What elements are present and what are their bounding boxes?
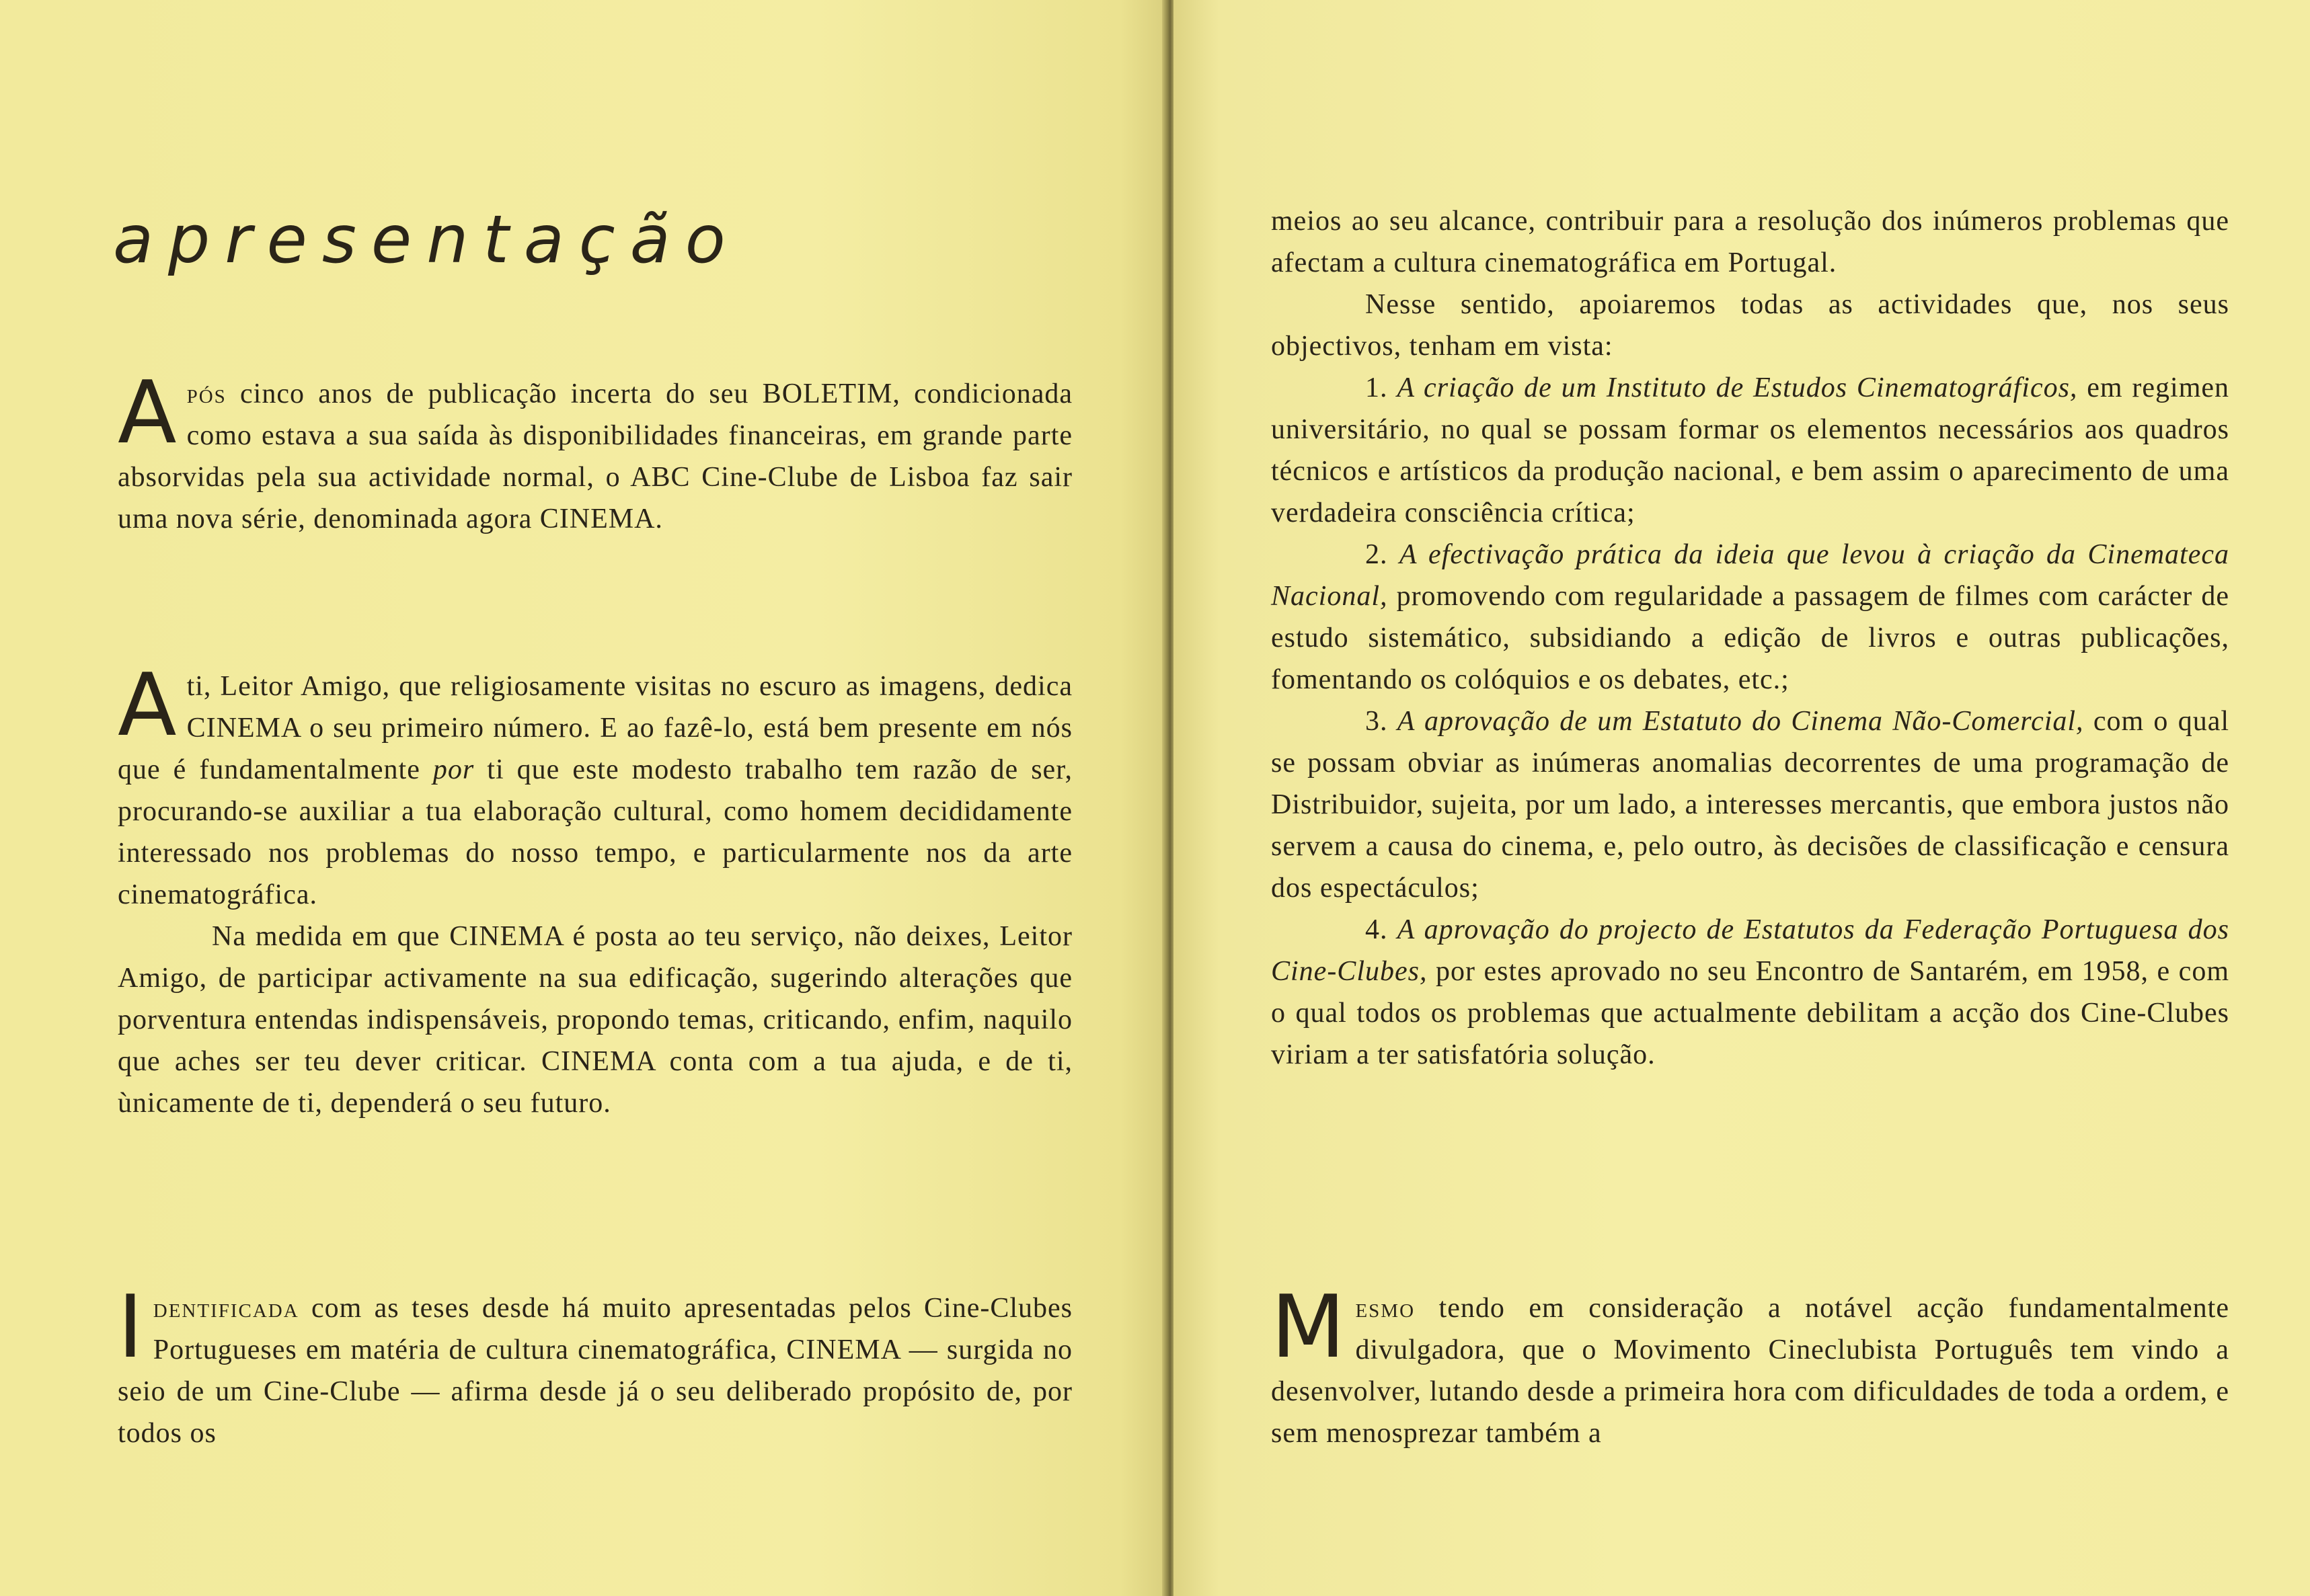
paragraph-participation: Na medida em que CINEMA é posta ao teu serviço, não deixes, Leitor Amigo, de participar activamente na sua edificação, sugerindo alterações que porventura entendas indispensáveis, propondo temas, criticando, enfim, naquilo que aches ser teu dever criticar. CINEMA conta com a tua ajuda, e de ti, ùnicamente de ti, dependerá o seu futuro. [118,921,1073,1119]
list-item [1271,701,2229,909]
lead-word: pós [186,378,227,409]
item-number: 4. [1365,914,1388,945]
paragraph-identified [118,1277,1073,1454]
paragraph-text: cinco anos de publicação incerta do seu BOLETIM, condicionada como estava a sua saída às disponibilidades financeiras, em grande parte absorvidas pela sua actividade normal, o ABC Cine-Clube de Lisboa faz sair uma nova série, denominada agora CINEMA. [118,378,1073,534]
section-title: apresentação [113,202,740,278]
item-number: 2. [1365,539,1388,570]
paragraph-text: com as teses desde há muito apresentadas pelos Cine-Clubes Portugueses em matéria de cultura cinematográfica, CINEMA — surgida no seio de um Cine-Clube — afirma desde já o seu deliberado propósito de, por todos os [118,1293,1073,1449]
item-text: com o qual se possam obviar as inúmeras anomalias decorrentes de uma programação de Distribuidor, sujeita, por um lado, a interesses mercantis, que embora justos não servem a causa do cinema, e, pelo outro, às decisões de classificação e censura dos espectáculos; [1271,706,2230,904]
right-column-2 [1271,1277,2229,1454]
item-title: A aprovação de um Estatuto do Cinema Não-Comercial, [1397,706,2084,737]
left-column [118,363,1073,540]
emphasis-text: por [432,754,475,785]
item-title: A criação de um Instituto de Estudos Cinematográficos, [1397,372,2078,403]
item-text: por estes aprovado no seu Encontro de Santarém, em 1958, e com o qual todos os problemas que actualmente debilitam a acção dos Cine-Clubes viriam a ter satisfatória solução. [1271,956,2229,1070]
list-item [1271,909,2229,1076]
item-text: promovendo com regularidade a passagem de filmes com carácter de estudo sistemático, subsidiando a edição de livros e outras publicações, fomentando os colóquios e os debates, etc.; [1271,581,2229,695]
item-number: 3. [1365,706,1388,737]
paragraph-reader [118,655,1073,916]
right-column [1271,200,2229,1076]
item-title: A aprovação do projecto de Estatutos da Federação Portuguesa dos Cine-Clubes, [1271,914,2229,987]
list-item [1271,367,2229,534]
lead-word: esmo [1355,1293,1416,1324]
item-text: em regimen universitário, no qual se possam formar os elementos necessários aos quadros técnicos e artísticos da produção nacional, e bem assim o aparecimento de uma verdadeira consciência crítica; [1271,372,2230,528]
left-column-2 [118,655,1073,1124]
paragraph-continuation: meios ao seu alcance, contribuir para a resolução dos inúmeros problemas que afectam a cultura cinematográfica em Portugal. [1271,206,2229,278]
drop-cap: A [118,655,178,756]
paragraph-text: tendo em consideração a notável acção fundamentalmente divulgadora, que o Movimento Cineclubista Português tem vindo a desenvolver, lutando desde a primeira hora com dificuldades de toda a ordem, e sem menosprezar também a [1271,1293,2229,1449]
left-column-3 [118,1277,1073,1454]
drop-cap: M [1271,1277,1346,1378]
paragraph-intro [118,363,1073,540]
drop-cap: A [118,363,178,463]
paragraph-support: Nesse sentido, apoiaremos todas as actividades que, nos seus objectivos, tenham em vista: [1271,289,2229,362]
item-title: A efectivação prática da ideia que levou à criação da Cinemateca Nacional, [1271,539,2229,612]
paragraph-text: ti que este modesto trabalho tem razão de ser, procurando-se auxiliar a tua elaboração cultural, como homem decididamente interessado nos problemas do nosso tempo, e particularmente nos da arte cinematográfica. [118,754,1073,910]
lead-word: dentificada [153,1293,299,1324]
paragraph-movement [1271,1277,2229,1454]
list-item [1271,534,2229,701]
drop-cap: I [118,1277,144,1378]
item-number: 1. [1365,372,1388,403]
paragraph-text: ti, Leitor Amigo, que religiosamente visitas no escuro as imagens, dedica CINEMA o seu primeiro número. E ao fazê-lo, está bem presente em nós que é fundamentalmente [118,671,1073,785]
